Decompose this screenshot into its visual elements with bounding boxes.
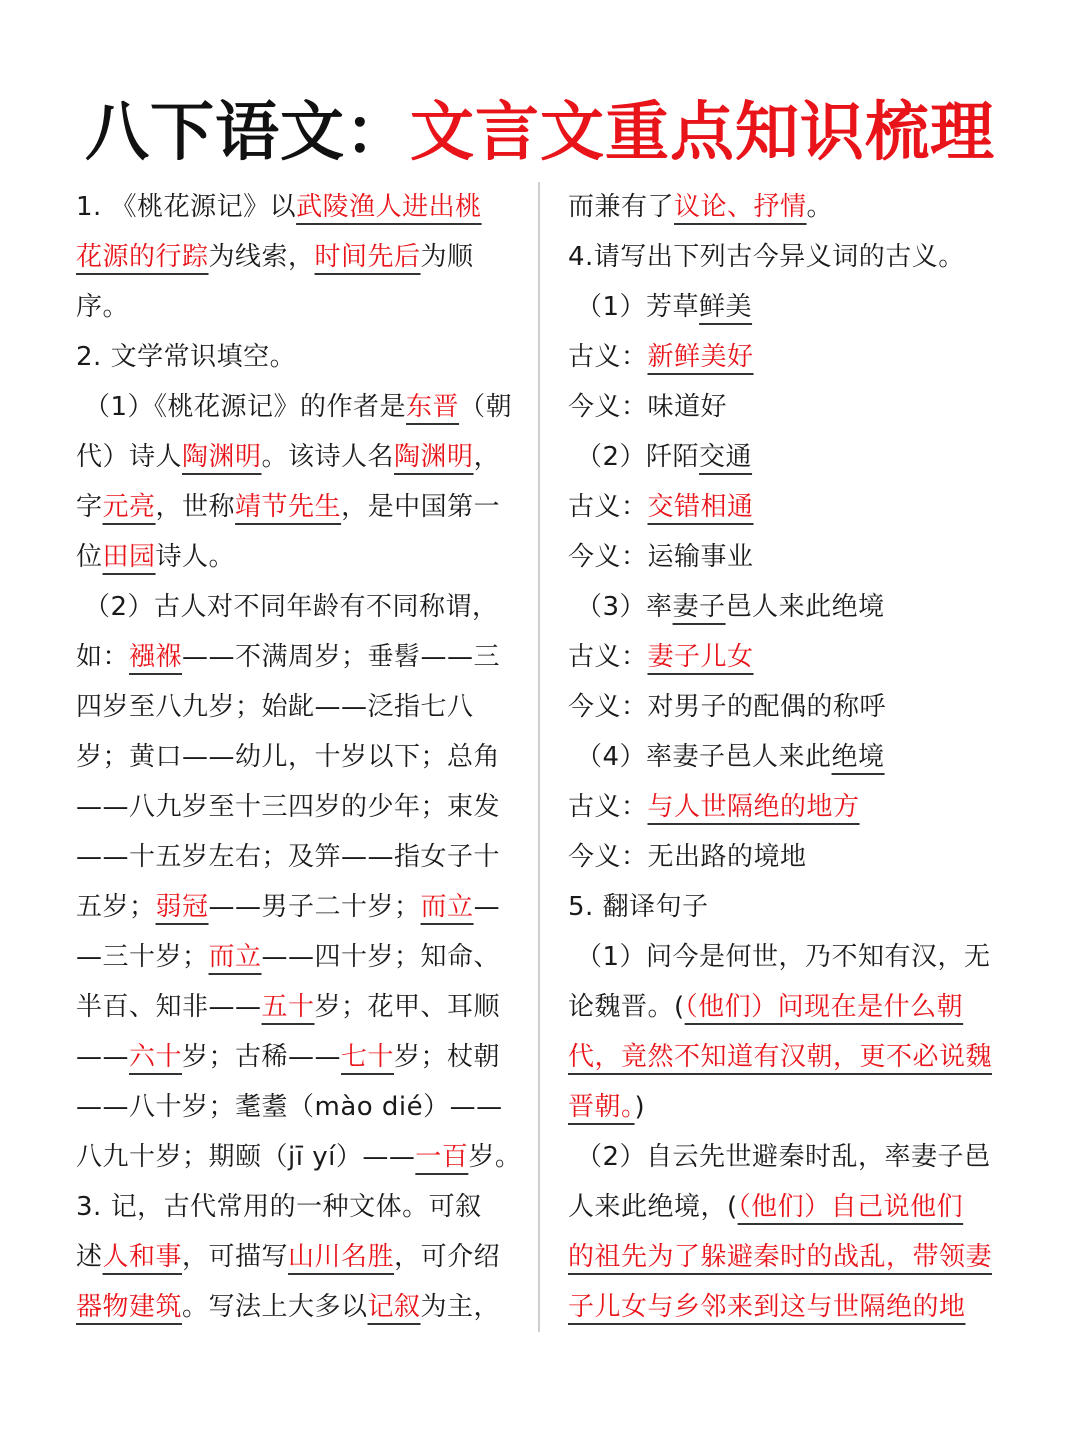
text-line: [76, 632, 521, 682]
text-line: 四岁至八九岁；始龀——泛指七八: [76, 692, 474, 722]
answer: 陶渊明: [394, 442, 474, 472]
text: （1）芳草: [576, 292, 700, 322]
text: ——: [76, 1042, 129, 1072]
text: 人来此绝境，(: [568, 1192, 738, 1222]
text-line: [76, 1232, 521, 1282]
text: 岁；花甲、耳顺: [314, 992, 501, 1022]
text-line: ——十五岁左右；及笄——指女子十: [76, 842, 501, 872]
text: ，是中国第一: [341, 492, 501, 522]
text-line: ——八九岁至十三四岁的少年；束发: [76, 792, 501, 822]
text: 半百、知非——: [76, 992, 262, 1022]
section-heading: 2. 文学常识填空。: [76, 342, 297, 372]
answer: 弱冠: [155, 892, 209, 922]
answer: 而立: [420, 892, 474, 922]
title-prefix: 八下语文：: [85, 95, 410, 170]
text-line: [76, 1132, 521, 1182]
text: 岁；古稀——: [182, 1042, 342, 1072]
text: —: [473, 892, 501, 922]
text: 位: [76, 542, 103, 572]
text: 古义：: [568, 342, 648, 372]
text: 邑人来此绝境: [725, 592, 885, 622]
text-line: [568, 432, 1013, 482]
text: —三十岁；: [76, 942, 209, 972]
answer: （他们）问现在是什么朝: [684, 992, 964, 1022]
answer: 襁褓: [129, 642, 183, 672]
text-line: [568, 332, 1013, 382]
answer: 陶渊明: [182, 442, 262, 472]
text-line: [76, 432, 521, 482]
text: 古义：: [568, 792, 648, 822]
text: ): [634, 1092, 646, 1122]
answer: 元亮: [102, 492, 156, 522]
answer: 子儿女与乡邻来到这与世隔绝的地: [568, 1292, 966, 1322]
answer: 议论、抒情: [674, 192, 807, 222]
answer: 东晋: [406, 392, 460, 422]
answer: 而立: [208, 942, 262, 972]
text: 为主，: [420, 1292, 501, 1322]
text-line: [568, 1232, 1013, 1282]
text-line: 今义：味道好: [568, 392, 728, 422]
text: （朝: [459, 392, 513, 422]
text: （4）率妻子邑人来此: [576, 742, 832, 772]
section-heading: 3. 记，古代常用的一种文体。可叙: [76, 1192, 482, 1222]
text: 古义：: [568, 492, 648, 522]
answer: 与人世隔绝的地方: [647, 792, 860, 822]
keyword: 妻子: [672, 592, 726, 622]
text: ，可描写: [182, 1242, 289, 1272]
text: 诗人。: [155, 542, 236, 572]
text: 岁。: [468, 1142, 521, 1172]
keyword: 鲜美: [699, 292, 753, 322]
text-line: [568, 182, 1013, 232]
text: 八九十岁；期颐（jī yí）——: [76, 1142, 416, 1172]
text-line: [568, 282, 1013, 332]
text-line: [76, 532, 521, 582]
text-line: 岁；黄口——幼儿，十岁以下；总角: [76, 742, 501, 772]
text-line: [568, 732, 1013, 782]
text: （3）率: [576, 592, 673, 622]
text-line: （2）古人对不同年龄有不同称谓，: [84, 592, 499, 622]
answer: 妻子儿女: [647, 642, 754, 672]
text-line: [76, 382, 521, 432]
text: 1. 《桃花源记》以: [76, 192, 297, 222]
text-line: [76, 182, 521, 232]
answer: 七十: [341, 1042, 395, 1072]
text-line: [568, 1182, 1013, 1232]
section-heading: 4.请写出下列古今异义词的古义。: [568, 242, 965, 272]
text: ——不满周岁；垂髫——三: [182, 642, 501, 672]
text: 五岁；: [76, 892, 156, 922]
text: 而兼有了: [568, 192, 675, 222]
left-column: [76, 182, 521, 1332]
text-line: 序。: [76, 292, 130, 322]
column-divider: [538, 182, 540, 1332]
text: ，可介绍: [394, 1242, 501, 1272]
text-line: [76, 932, 521, 982]
text: ——男子二十岁；: [208, 892, 421, 922]
answer: 五十: [261, 992, 315, 1022]
text-line: （2）自云先世避秦时乱，率妻子邑: [576, 1142, 991, 1172]
section-heading: 5. 翻译句子: [568, 892, 709, 922]
text: 古义：: [568, 642, 648, 672]
answer: 时间先后: [314, 242, 421, 272]
answer: 六十: [129, 1042, 183, 1072]
text-line: ——八十岁；耄耋（mào dié）——: [76, 1092, 503, 1122]
text: （1）《桃花源记》的作者是: [84, 392, 407, 422]
text-line: [568, 982, 1013, 1032]
answer: 器物建筑: [76, 1292, 183, 1322]
answer: 新鲜美好: [647, 342, 754, 372]
text: 。: [806, 192, 834, 222]
keyword: 交通: [699, 442, 753, 472]
text: 。写法上大多以: [182, 1292, 368, 1322]
answer: 的祖先为了躲避秦时的战乱，带领妻: [568, 1242, 993, 1272]
page-title: [0, 88, 1080, 178]
text-line: [76, 882, 521, 932]
text-line: [76, 232, 521, 282]
answer: 交错相通: [647, 492, 754, 522]
text: 代）诗人: [76, 442, 183, 472]
text: 如：: [76, 642, 130, 672]
answer: 晋朝。: [568, 1092, 635, 1122]
text-line: [568, 1032, 1013, 1082]
text-line: 今义：无出路的境地: [568, 842, 807, 872]
answer: 花源的行踪: [76, 242, 209, 272]
text: 为线索，: [208, 242, 315, 272]
text: ，: [473, 442, 501, 472]
text: 为顺: [420, 242, 474, 272]
text-line: [76, 1032, 521, 1082]
text: 岁；杖朝: [394, 1042, 501, 1072]
text-line: [568, 1082, 1013, 1132]
answer: 代，竟然不知道有汉朝，更不必说魏: [568, 1042, 993, 1072]
answer: 一百: [415, 1142, 469, 1172]
text-line: [76, 1282, 521, 1332]
text-line: [568, 482, 1013, 532]
text: 述: [76, 1242, 103, 1272]
text: 字: [76, 492, 103, 522]
text-line: 今义：对男子的配偶的称呼: [568, 692, 887, 722]
title-highlight: 文言文重点知识梳理: [410, 95, 995, 170]
text: ，世称: [155, 492, 236, 522]
text-line: [76, 482, 521, 532]
right-column: [568, 182, 1013, 1332]
text-line: [76, 982, 521, 1032]
answer: 人和事: [102, 1242, 183, 1272]
answer: 田园: [102, 542, 156, 572]
text-line: （1）问今是何世，乃不知有汉，无: [576, 942, 991, 972]
text-line: [568, 1282, 1013, 1332]
keyword: 绝境: [831, 742, 885, 772]
text-line: [568, 632, 1013, 682]
text: 论魏晋。(: [568, 992, 685, 1022]
text-line: [568, 582, 1013, 632]
text: 。该诗人名: [261, 442, 395, 472]
answer: 山川名胜: [288, 1242, 395, 1272]
text-line: [568, 782, 1013, 832]
answer: 武陵渔人进出桃: [296, 192, 482, 222]
text: ——四十岁；知命、: [261, 942, 501, 972]
text: （2）阡陌: [576, 442, 700, 472]
text-line: 今义：运输事业: [568, 542, 754, 572]
answer: （他们）自己说他们: [737, 1192, 964, 1222]
answer: 记叙: [367, 1292, 421, 1322]
answer: 靖节先生: [235, 492, 342, 522]
